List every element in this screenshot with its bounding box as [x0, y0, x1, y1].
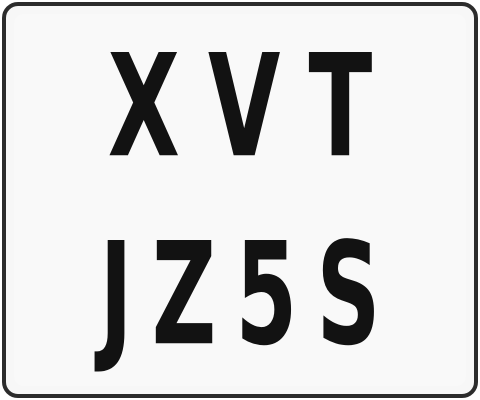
plate-face [14, 14, 466, 386]
plate-line-1: XVT [107, 25, 401, 190]
plate-line-2: JZ5S [99, 213, 400, 378]
license-plate [2, 2, 478, 398]
